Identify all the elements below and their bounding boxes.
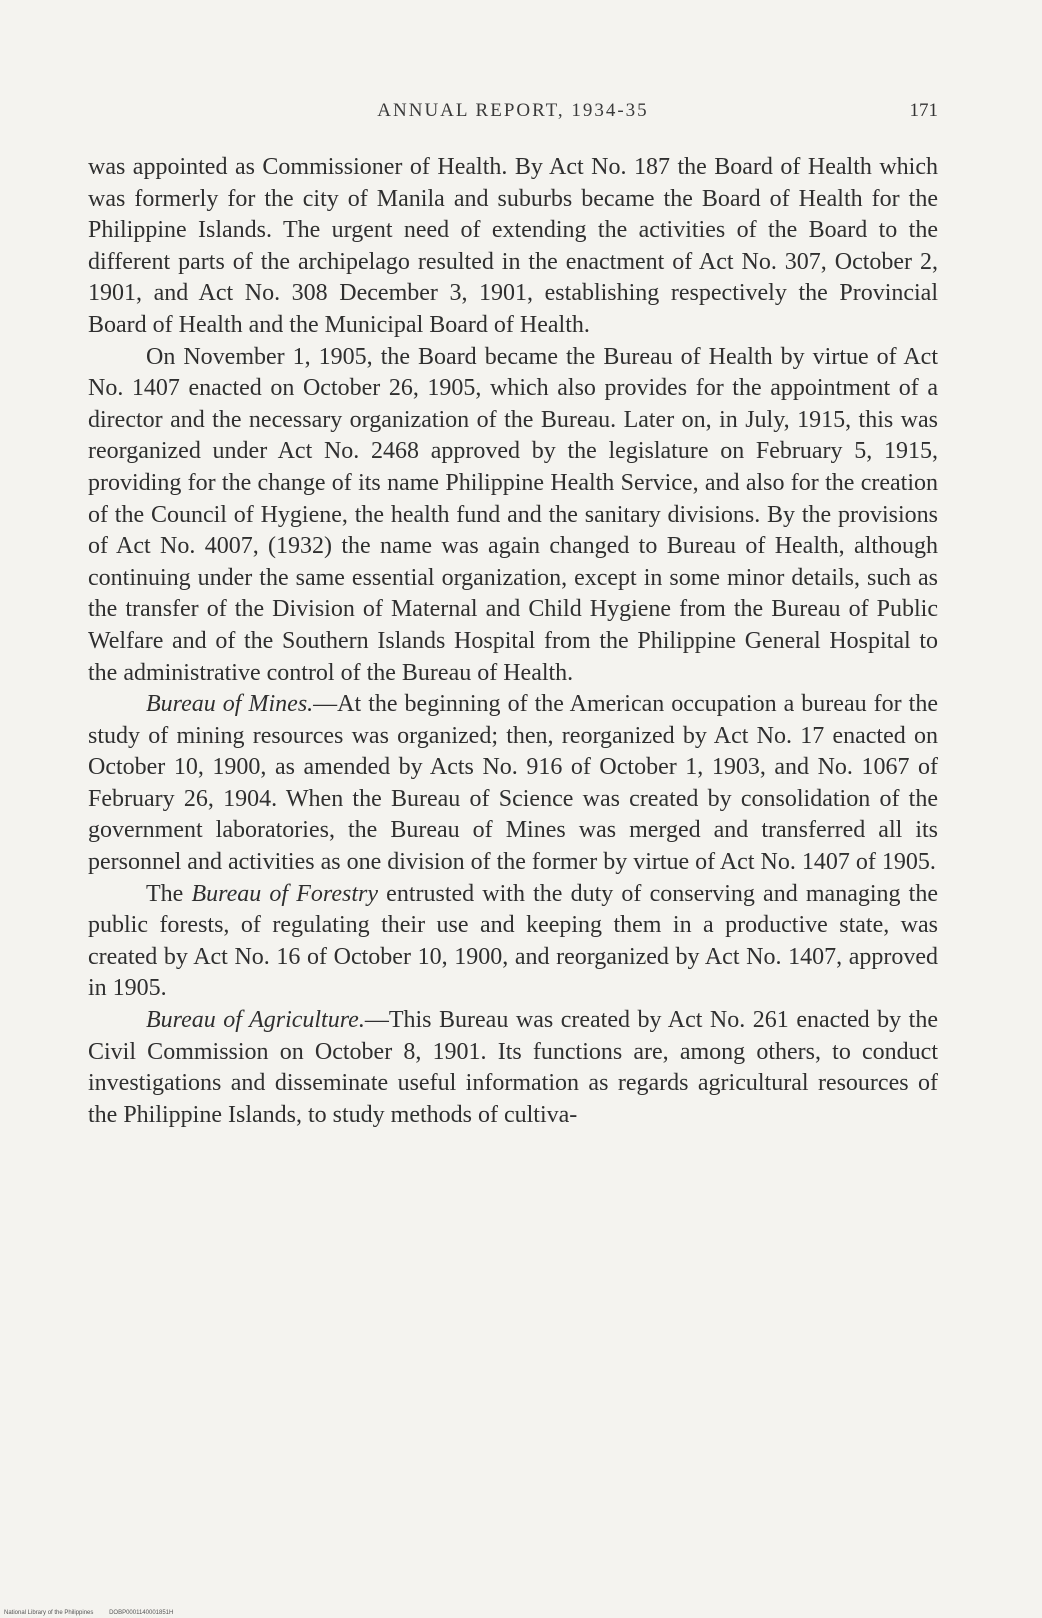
paragraph-bureau-of-mines (88, 689, 938, 879)
paragraph-text: —At the beginning of the American occupation a bureau for the study of mining resources was organized; then, reorganized by Act No. 17 enacted on October 10, 1900, as amended by Acts No. 916 of October 1, 1903, and No. 1067 of February 26, 1904. When the Bureau of Science was created by consolidation of the government laboratories, the Bureau of Mines was merged and transferred all its personnel and activities as one division of the former by virtue of Act No. 1407 of 1905. (88, 691, 938, 876)
section-heading-forestry: Bureau of Forestry (191, 880, 378, 907)
paragraph-bureau-of-agriculture (88, 1005, 938, 1131)
section-heading-agriculture: Bureau of Agriculture. (146, 1007, 365, 1034)
body-text (88, 152, 938, 1131)
footer-code: DOBP0001140001851H (109, 1610, 174, 1616)
section-heading-mines: Bureau of Mines. (146, 691, 314, 718)
page-header (88, 100, 938, 130)
paragraph-health-board: was appointed as Commissioner of Health. By Act No. 187 the Board of Health which was formerly for the city of Manila and suburbs became the Board of Health for the Philippine Islands. The urgent need of extending the activities of the Board to the different parts of the archipelago resulted in the enactment of Act No. 307, October 2, 1901, and Act No. 308 December 3, 1901, establishing respectively the Provincial Board of Health and the Municipal Board of Health. (88, 154, 938, 338)
paragraph-lead: The (146, 880, 192, 907)
paragraph-text: entrusted with the duty of conserving and managing the public forests, of regulating their use and keeping them in a productive state, was created by Act No. 16 of October 10, 1900, and reorganized by Act No. 1407, approved in 1905. (88, 880, 938, 1002)
page-number: 171 (909, 100, 938, 121)
paragraph-bureau-of-health: On November 1, 1905, the Board became the Bureau of Health by virtue of Act No. 1407 enacted on October 26, 1905, which also provides for the appointment of a director and the necessary organization of the Bureau. Later on, in July, 1915, this was reorganized under Act No. 2468 approved by the legislature on February 5, 1915, providing for the change of its name Philippine Health Service, and also for the creation of the Council of Hygiene, the health fund and the sanitary divisions. By the provisions of Act No. 4007, (1932) the name was again changed to Bureau of Health, although continuing under the same essential organization, except in some minor details, such as the transfer of the Division of Maternal and Child Hygiene from the Bureau of Public Welfare and of the Southern Islands Hospital from the Philippine General Hospital to the administrative control of the Bureau of Health. (88, 343, 938, 686)
running-head: ANNUAL REPORT, 1934-35 (377, 100, 649, 121)
paragraph-bureau-of-forestry (88, 879, 938, 1005)
footer-library: National Library of the Philippines (4, 1610, 94, 1616)
scan-footer (4, 1610, 187, 1616)
paragraph-text: —This Bureau was created by Act No. 261 enacted by the Civil Commission on October 8, 1901. Its functions are, among others, to conduct investigations and disseminate useful information as regards agricultural resources of the Philippine Islands, to study methods of cultiva- (88, 1007, 938, 1128)
